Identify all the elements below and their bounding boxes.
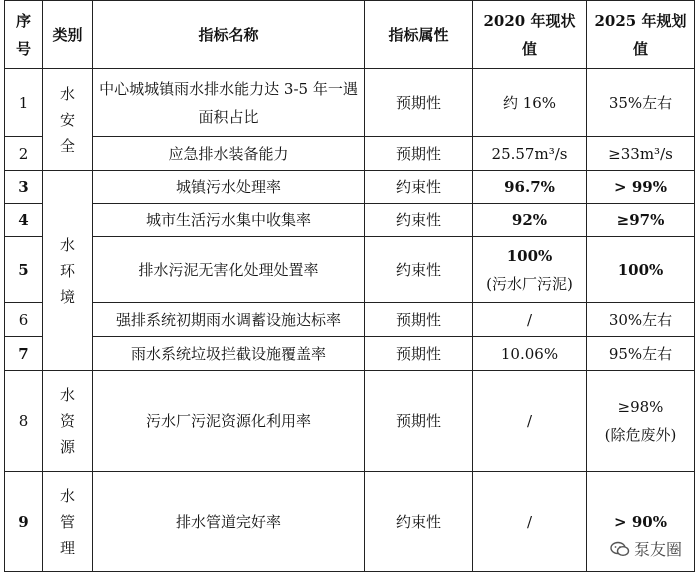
row-2025	[587, 371, 695, 472]
row-2020: /	[473, 371, 587, 472]
row-2020: 约 16%	[473, 69, 587, 137]
row-no: 9	[5, 472, 43, 572]
row-attr: 约束性	[365, 472, 473, 572]
row-2025: 35%左右	[587, 69, 695, 137]
row-attr: 预期性	[365, 337, 473, 371]
row-2025: > 90%	[587, 472, 695, 572]
watermark-text: 泵友圈	[633, 540, 682, 559]
header-row	[5, 1, 695, 69]
row-2020: 25.57m³/s	[473, 137, 587, 171]
row-2020	[473, 237, 587, 303]
row-2025-note: (除危废外)	[604, 426, 677, 444]
row-2020: 96.7%	[473, 171, 587, 204]
row-name: 排水污泥无害化处理处置率	[93, 237, 365, 303]
table-row	[5, 204, 695, 237]
row-no: 5	[5, 237, 43, 303]
header-seq: 序号	[5, 1, 43, 69]
row-2020: /	[473, 303, 587, 337]
row-name: 强排系统初期雨水调蓄设施达标率	[93, 303, 365, 337]
header-attr: 指标属性	[365, 1, 473, 69]
header-2025: 2025 年规划值	[587, 1, 695, 69]
row-no: 3	[5, 171, 43, 204]
row-name: 排水管道完好率	[93, 472, 365, 572]
row-name: 城镇污水处理率	[93, 171, 365, 204]
header-2020: 2020 年现状值	[473, 1, 587, 69]
table-row	[5, 69, 695, 137]
row-attr: 预期性	[365, 69, 473, 137]
row-name: 雨水系统垃圾拦截设施覆盖率	[93, 337, 365, 371]
row-2025: ≥97%	[587, 204, 695, 237]
category-water-safety: 水安全	[43, 69, 93, 171]
row-name: 中心城城镇雨水排水能力达 3-5 年一遇面积占比	[93, 69, 365, 137]
row-2025: ≥33m³/s	[587, 137, 695, 171]
row-name: 污水厂污泥资源化利用率	[93, 371, 365, 472]
watermark	[610, 537, 682, 560]
row-2020-value: 100%	[506, 246, 553, 265]
row-attr: 约束性	[365, 204, 473, 237]
row-no: 8	[5, 371, 43, 472]
table-row	[5, 137, 695, 171]
row-attr: 约束性	[365, 171, 473, 204]
row-2020: /	[473, 472, 587, 572]
table-row	[5, 303, 695, 337]
row-attr: 预期性	[365, 303, 473, 337]
row-2020: 10.06%	[473, 337, 587, 371]
row-2025: 30%左右	[587, 303, 695, 337]
category-water-env: 水环境	[43, 171, 93, 371]
table-row	[5, 171, 695, 204]
category-water-resource: 水资源	[43, 371, 93, 472]
row-attr: 约束性	[365, 237, 473, 303]
category-water-mgmt: 水管理	[43, 472, 93, 572]
row-name: 城市生活污水集中收集率	[93, 204, 365, 237]
row-2025: > 99%	[587, 171, 695, 204]
row-attr: 预期性	[365, 137, 473, 171]
header-category: 类别	[43, 1, 93, 69]
table-row	[5, 371, 695, 472]
row-name: 应急排水装备能力	[93, 137, 365, 171]
indicator-table	[4, 0, 695, 572]
row-2025: 95%左右	[587, 337, 695, 371]
header-name: 指标名称	[93, 1, 365, 69]
row-2025-value: ≥98%	[617, 398, 664, 416]
row-no: 1	[5, 69, 43, 137]
row-2020: 92%	[473, 204, 587, 237]
wechat-icon	[610, 541, 630, 557]
row-2020-note: (污水厂污泥)	[486, 274, 573, 293]
row-no: 6	[5, 303, 43, 337]
row-no: 2	[5, 137, 43, 171]
row-attr: 预期性	[365, 371, 473, 472]
table-row	[5, 472, 695, 572]
row-2025: 100%	[587, 237, 695, 303]
row-no: 7	[5, 337, 43, 371]
row-no: 4	[5, 204, 43, 237]
table-row	[5, 237, 695, 303]
table-row	[5, 337, 695, 371]
